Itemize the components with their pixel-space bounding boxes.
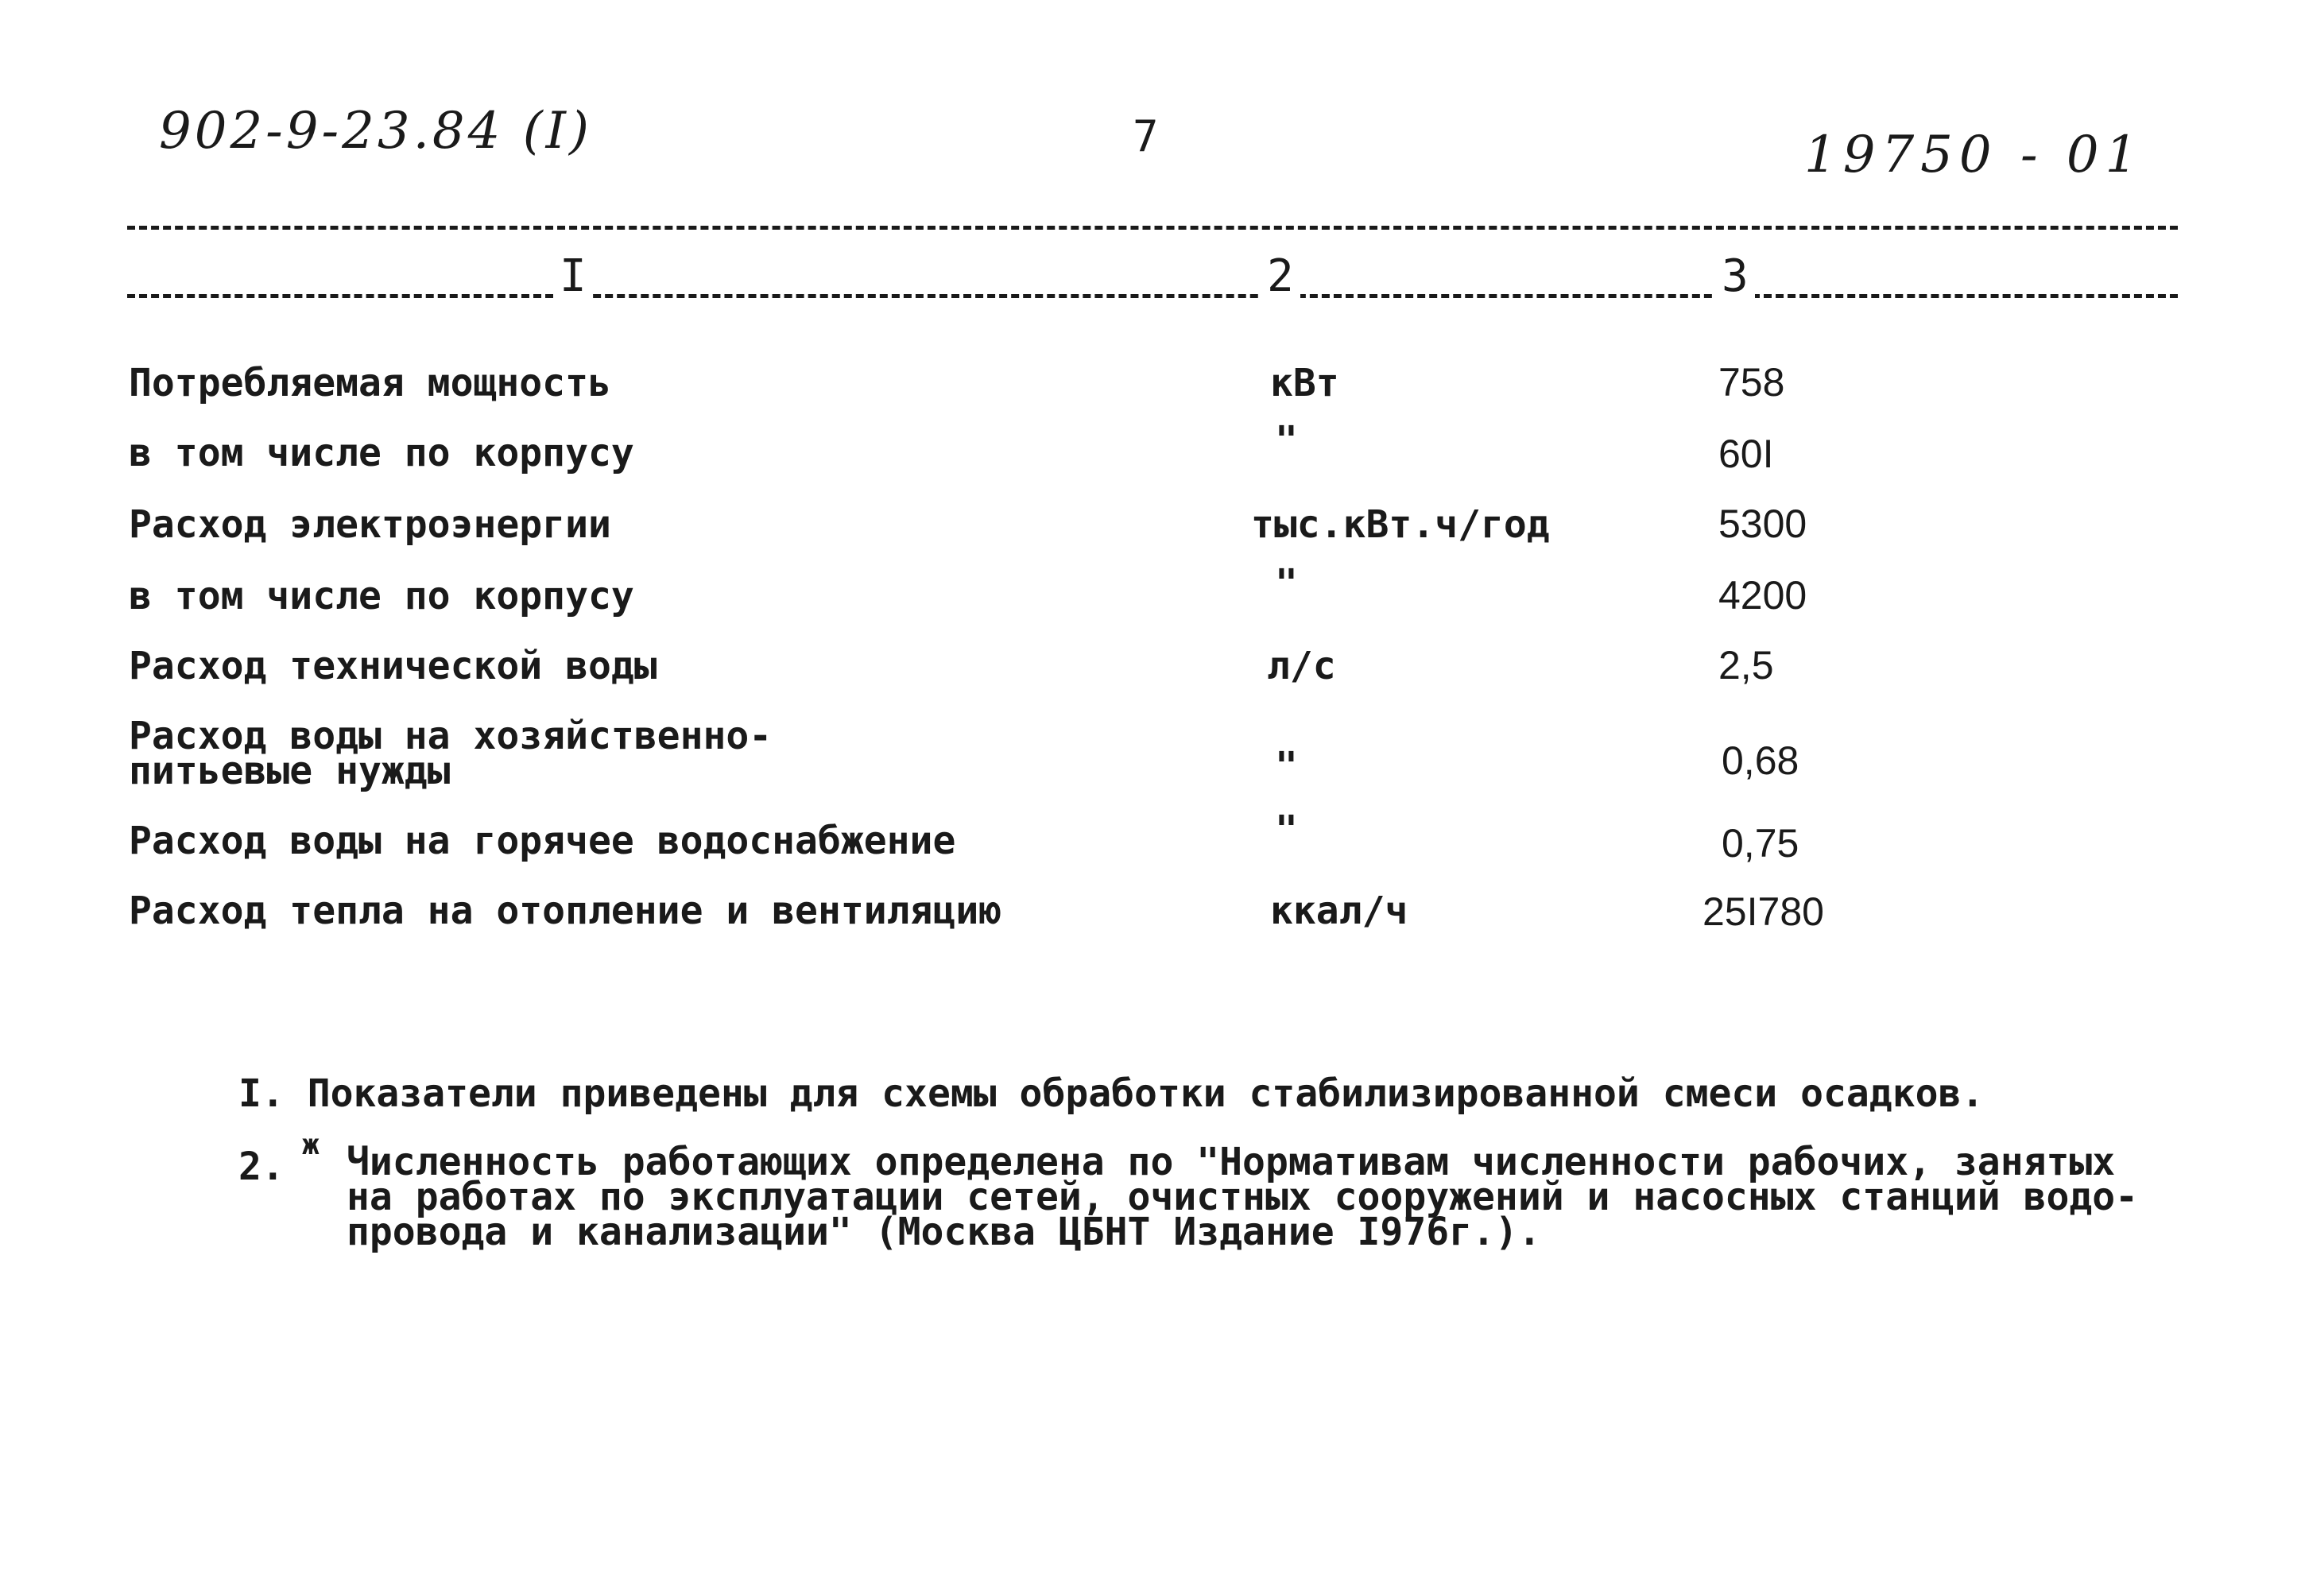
sheet-code: 19750 - 01 bbox=[1804, 126, 2144, 184]
note-1: I. Показатели приведены для схемы обработки стабилизированной смеси осадков. bbox=[238, 1071, 1985, 1116]
row-name: Расход воды на горячее водоснабжение bbox=[129, 819, 956, 863]
row-name: Расход тепла на отопление и вентиляцию bbox=[129, 889, 1002, 933]
row-name: Потребляемая мощность bbox=[129, 361, 611, 405]
row-unit: " bbox=[1275, 418, 1298, 463]
row-value: 2,5 bbox=[1718, 643, 1774, 688]
note-2-line-1: Численность работающих определена по "Нормативам численности рабочих, занятых bbox=[347, 1140, 2116, 1184]
row-value: 4200 bbox=[1718, 573, 1807, 618]
row-name-line-2: питьевые нужды bbox=[129, 749, 451, 793]
row-value: 5300 bbox=[1718, 502, 1807, 546]
row-unit: " bbox=[1275, 808, 1298, 852]
row-value: 25I780 bbox=[1703, 889, 1824, 934]
row-value: 0,75 bbox=[1722, 821, 1799, 866]
row-name: Расход электроэнергии bbox=[129, 502, 611, 547]
column-header-3: 3 bbox=[1715, 253, 1755, 300]
row-value: 60I bbox=[1718, 432, 1774, 476]
row-value: 758 bbox=[1718, 360, 1785, 405]
note-2-number: 2. bbox=[238, 1145, 285, 1189]
row-unit: тыс.кВт.ч/год bbox=[1251, 502, 1550, 547]
column-header-1: I bbox=[553, 253, 593, 300]
row-name: в том числе по корпусу bbox=[129, 574, 634, 618]
row-unit: л/с bbox=[1267, 644, 1336, 688]
row-name-line-1: Расход воды на хозяйственно- bbox=[129, 714, 773, 758]
row-value: 0,68 bbox=[1722, 738, 1799, 783]
footnote-mark: ж bbox=[302, 1129, 320, 1161]
page-number: 7 bbox=[1133, 111, 1159, 161]
note-2-line-3: провода и канализации" (Москва ЦБНТ Издание I976г.). bbox=[347, 1210, 1541, 1254]
row-name: Расход технической воды bbox=[129, 644, 657, 688]
dashed-rule-top bbox=[127, 226, 2178, 230]
dashed-rule-bottom bbox=[127, 294, 2178, 298]
row-unit: " bbox=[1275, 561, 1298, 606]
document-code: 902-9-23.84 (I) bbox=[159, 102, 592, 161]
row-unit: ккал/ч bbox=[1270, 889, 1408, 933]
row-name: в том числе по корпусу bbox=[129, 431, 634, 475]
column-header-2: 2 bbox=[1261, 253, 1300, 300]
row-unit: " bbox=[1275, 744, 1298, 788]
note-2-text bbox=[347, 1140, 2139, 1254]
row-unit: кВт bbox=[1270, 361, 1339, 405]
note-2-line-2: на работах по эксплуатации сетей, очистных сооружений и насосных станций водо- bbox=[347, 1175, 2139, 1219]
